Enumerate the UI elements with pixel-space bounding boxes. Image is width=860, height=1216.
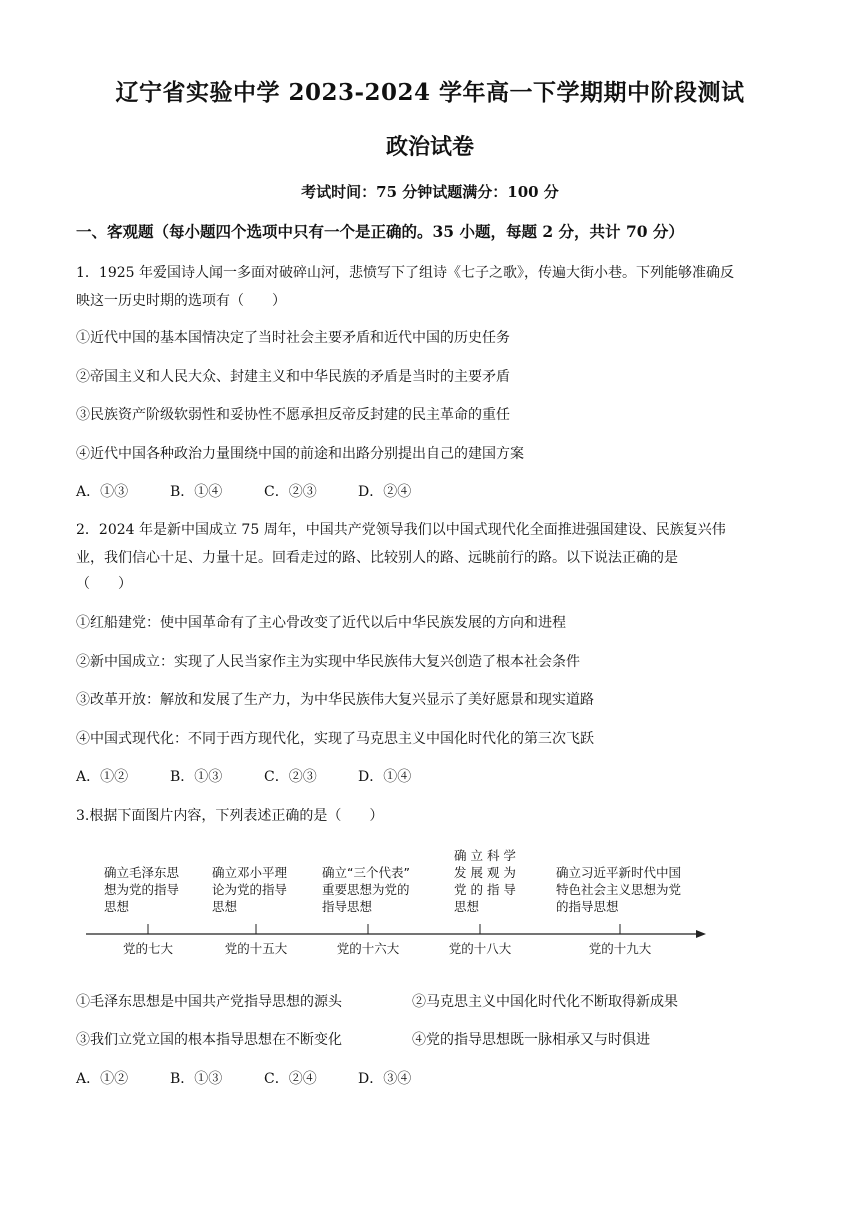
q2-stem-line3: （ ） [76,576,132,592]
q3-options [76,1068,411,1088]
event-5-label: 党的十九大 [588,941,652,956]
event-5-line-2: 特色社会主义思想为党 [556,882,682,897]
q3-option-b[interactable]: B．①③ [170,1071,223,1087]
q2-options [76,766,411,786]
timeline-event-1 [104,865,180,956]
q1-options [76,481,411,501]
q1-option-c[interactable]: C．②③ [264,484,317,500]
q2-option-a[interactable]: A．①② [76,769,129,785]
timeline-event-3 [322,865,410,956]
timeline-event-2 [212,865,288,956]
event-2-line-3: 思想 [212,899,238,914]
event-4-label: 党的十八大 [448,941,512,956]
q1-option-a[interactable]: A．①③ [76,484,129,500]
q3-statement-4: ④党的指导思想既一脉相承又与时俱进 [412,1032,650,1048]
event-2-line-2: 论为党的指导 [212,882,288,897]
event-3-label: 党的十六大 [336,941,400,956]
q3-statement-2: ②马克思主义中国化时代化不断取得新成果 [412,994,678,1010]
q3-option-a[interactable]: A．①② [76,1071,129,1087]
event-4-line-3: 党 的 指 导 [454,882,516,897]
q1-statement-4: ④近代中国各种政治力量围绕中国的前途和出路分别提出自己的建国方案 [76,446,524,462]
event-1-line-2: 想为党的指导 [104,882,180,897]
q1-option-b[interactable]: B．①④ [170,484,223,500]
q3-stem: 3.根据下面图片内容，下列表述正确的是（ ） [76,808,384,824]
q1-statement-1: ①近代中国的基本国情决定了当时社会主要矛盾和近代中国的历史任务 [76,330,510,346]
exam-subtitle: 政治试卷 [385,134,474,160]
exam-info: 考试时间：75 分钟试题满分：100 分 [301,183,559,201]
event-1-label: 党的七大 [122,941,174,956]
q3-option-d[interactable]: D．③④ [358,1071,412,1087]
q2-stem-line1: 2．2024 年是新中国成立 75 周年，中国共产党领导我们以中国式现代化全面推进强国建设、民族复兴伟 [76,522,726,538]
q3-option-c[interactable]: C．②④ [264,1071,317,1087]
event-4-line-2: 发 展 观 为 [454,865,516,880]
q2-statement-2: ②新中国成立：实现了人民当家作主为实现中华民族伟大复兴创造了根本社会条件 [76,654,580,670]
event-5-line-3: 的指导思想 [556,899,619,914]
exam-title: 辽宁省实验中学 2023-2024 学年高一下学期期中阶段测试 [115,79,745,106]
event-4-line-1: 确 立 科 学 [454,848,516,863]
q2-option-b[interactable]: B．①③ [170,769,223,785]
q2-statement-3: ③改革开放：解放和发展了生产力，为中华民族伟大复兴显示了美好愿景和现实道路 [76,692,594,708]
event-1-line-3: 思想 [104,899,130,914]
q1-stem-line1: 1．1925 年爱国诗人闻一多面对破碎山河，悲愤写下了组诗《七子之歌》，传遍大街小巷。下列能够准确反 [76,265,734,281]
q2-option-c[interactable]: C．②③ [264,769,317,785]
event-4-line-4: 思想 [454,899,480,914]
timeline-arrow-icon [696,930,706,938]
event-2-line-1: 确立邓小平理 [212,865,288,880]
section-title: 一、客观题（每小题四个选项中只有一个是正确的。35 小题，每题 2 分，共计 70 分） [76,222,684,241]
event-3-line-1: 确立“三个代表” [322,865,410,880]
q3-statement-1: ①毛泽东思想是中国共产党指导思想的源头 [76,994,342,1010]
q2-statement-4: ④中国式现代化：不同于西方现代化，实现了马克思主义中国化时代化的第三次飞跃 [76,731,594,747]
event-3-line-3: 指导思想 [322,899,373,914]
q3-statement-3: ③我们立党立国的根本指导思想在不断变化 [76,1032,342,1048]
q1-statement-3: ③民族资产阶级软弱性和妥协性不愿承担反帝反封建的民主革命的重任 [76,407,510,423]
timeline-event-4 [449,848,517,956]
timeline-figure [76,845,716,965]
q1-statement-2: ②帝国主义和人民大众、封建主义和中华民族的矛盾是当时的主要矛盾 [76,369,510,385]
q2-option-d[interactable]: D．①④ [358,769,412,785]
q2-stem-line2: 业，我们信心十足、力量十足。回看走过的路、比较别人的路、远眺前行的路。以下说法正确的是 [76,550,678,566]
event-1-line-1: 确立毛泽东思 [104,865,180,880]
event-5-line-1: 确立习近平新时代中国 [556,865,682,880]
event-3-line-2: 重要思想为党的 [322,882,410,897]
timeline-event-5 [556,865,681,956]
q1-stem-line2: 映这一历史时期的选项有（ ） [76,293,286,309]
event-2-label: 党的十五大 [224,941,288,956]
q2-statement-1: ①红船建党：使中国革命有了主心骨改变了近代以后中华民族发展的方向和进程 [76,615,566,631]
q1-option-d[interactable]: D．②④ [358,484,412,500]
